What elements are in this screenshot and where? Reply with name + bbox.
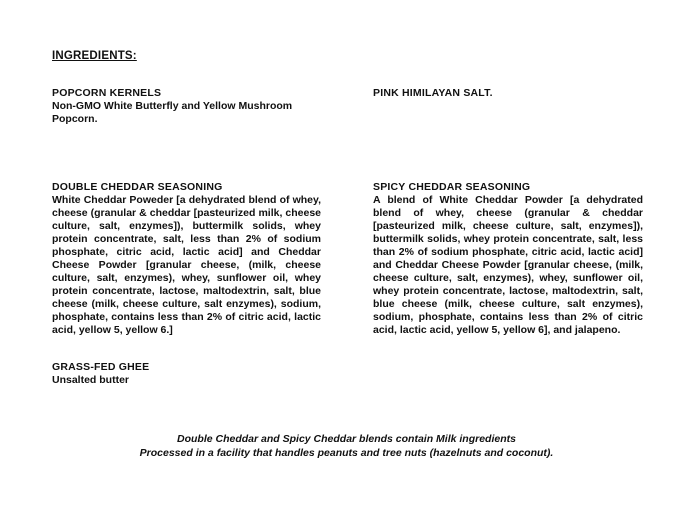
ghee-title: GRASS-FED GHEE: [52, 361, 150, 373]
ingredients-heading: INGREDIENTS:: [52, 50, 137, 62]
allergen-note-facility: Processed in a facility that handles peanuts and tree nuts (hazelnuts and coconut).: [139, 447, 554, 459]
popcorn-kernels-body: Non-GMO White Butterfly and Yellow Mushroom Popcorn.: [52, 100, 293, 125]
spicy-cheddar-section: [373, 181, 643, 337]
allergen-note-milk: Double Cheddar and Spicy Cheddar blends contain Milk ingredients: [177, 433, 516, 445]
double-cheddar-section: [52, 181, 321, 337]
allergen-footer: [0, 432, 693, 460]
double-cheddar-title: DOUBLE CHEDDAR SEASONING: [52, 181, 223, 193]
spicy-cheddar-title: SPICY CHEDDAR SEASONING: [373, 181, 531, 193]
spicy-cheddar-body: A blend of White Cheddar Powder [a dehydrated blend of whey, cheese (granular & cheddar [pasteurized milk, cheese culture, salt, enzymes]), buttermilk solids, whey protein concentrate, salt, less than 2% of sodium phosphate, citric acid, lactic acid] and Cheddar Cheese Powder [granular cheese, (milk, cheese culture, salt, enzymes), whey, sunflower oil, whey protein concentrate, lactose, maltodextrin, salt, blue cheese (milk, cheese culture, salt enzymes), sodium, phosphate, contains less than 2% of citric acid, lactic acid, yellow 5, yellow 6], and jalapeno.: [373, 194, 643, 336]
popcorn-kernels-section: [52, 87, 322, 126]
ghee-section: [52, 361, 322, 387]
popcorn-kernels-title: POPCORN KERNELS: [52, 87, 162, 99]
pink-salt-title: PINK HIMILAYAN SALT.: [373, 87, 493, 99]
double-cheddar-body: White Cheddar Poweder [a dehydrated blend of whey, cheese (granular & cheddar [pasteurized milk, cheese culture, salt, enzymes]), buttermilk solids, whey protein concentrate, salt, less than 2% of sodium phosphate, citric acid, lactic acid] and Cheddar Cheese Powder [granular cheese, (milk, cheese culture, salt, enzymes), whey, sunflower oil, whey protein concentrate, lactose, maltodextrin, salt, blue cheese (milk, cheese culture, salt enzymes), sodium, phosphate, contains less than 2% of citric acid, lactic acid, yellow 5, yellow 6.]: [52, 194, 321, 336]
ghee-body: Unsalted butter: [52, 374, 130, 386]
pink-salt-section: [373, 87, 643, 100]
